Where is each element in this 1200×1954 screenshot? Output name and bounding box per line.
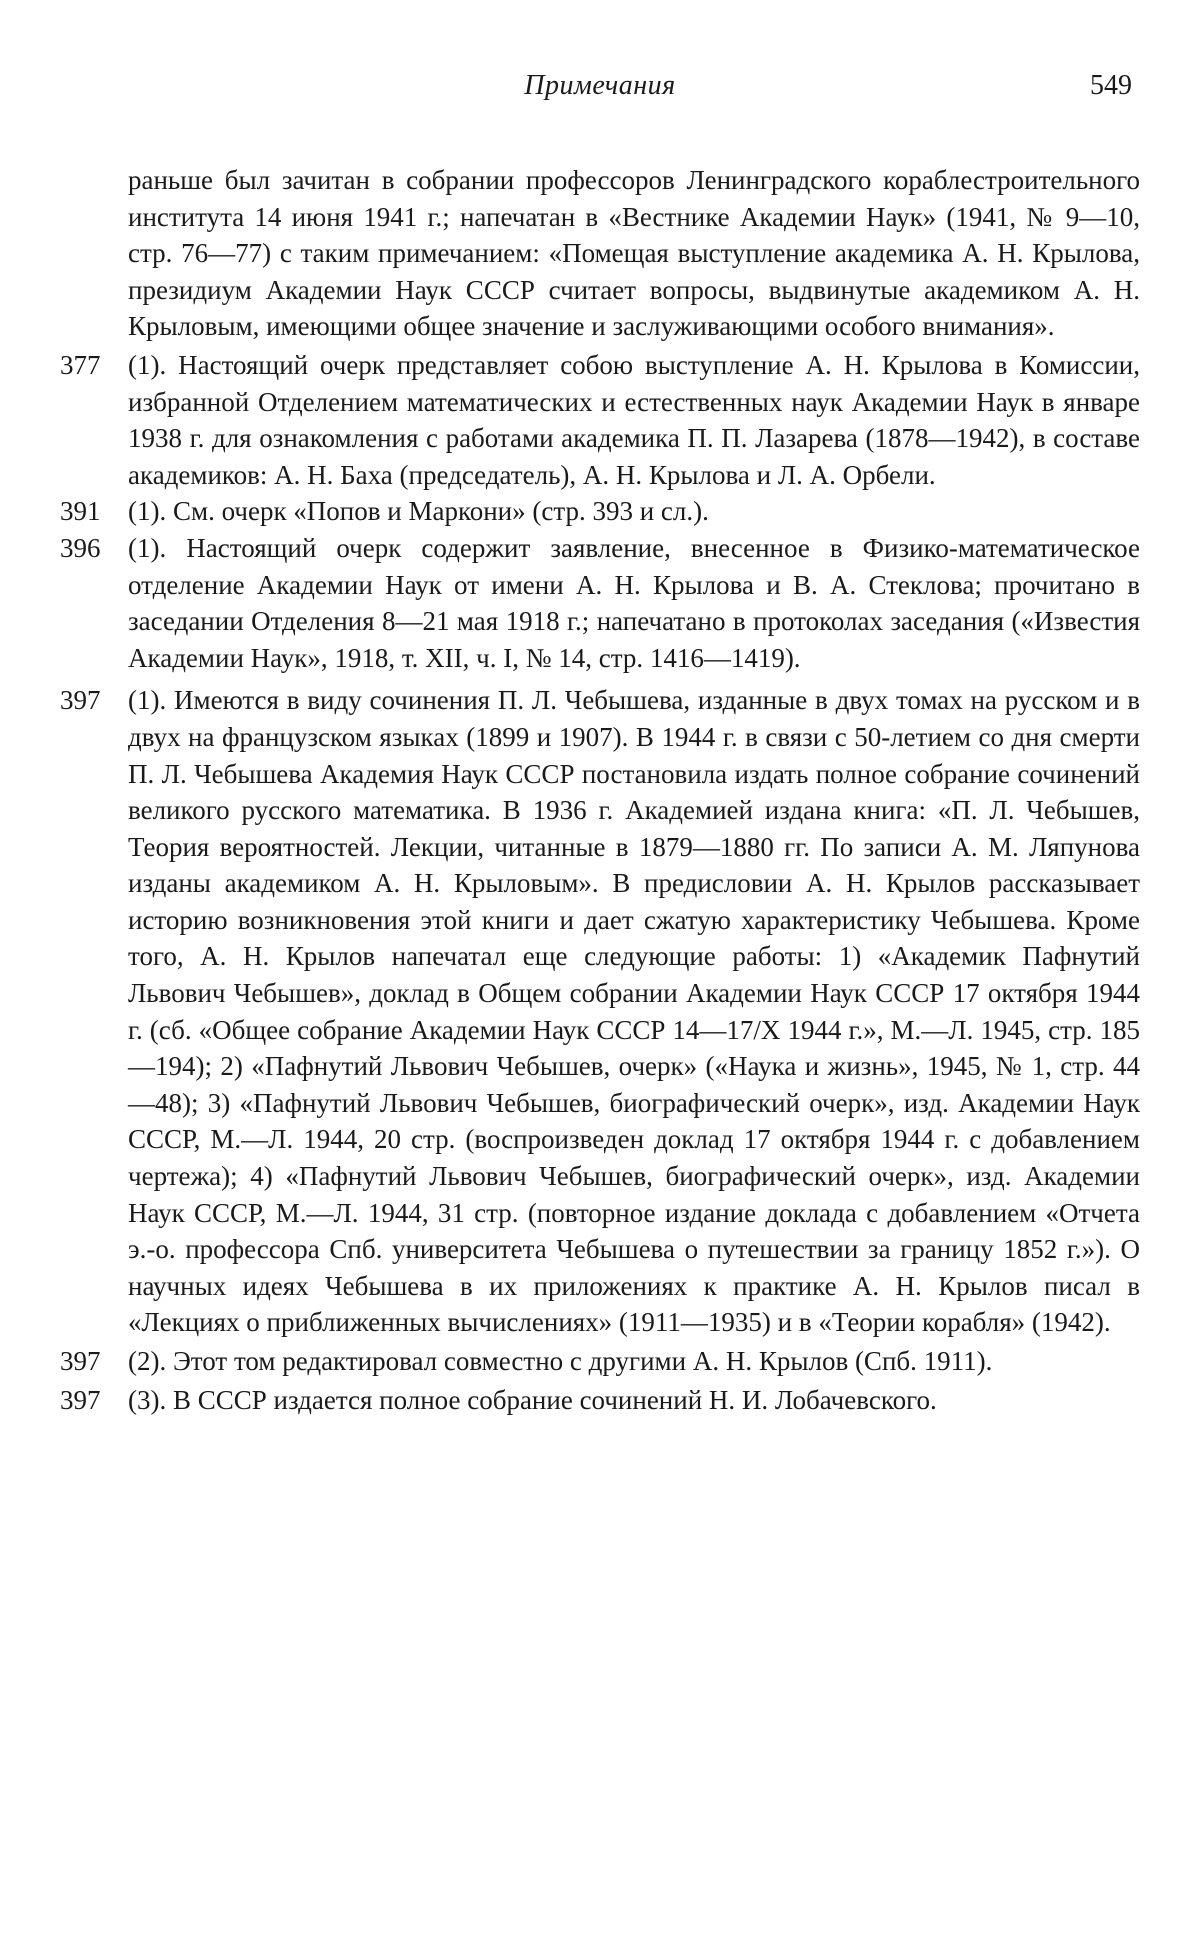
note-ref: 397 [60, 1382, 124, 1419]
note-text: (1). Настоящий очерк содержит заявление, внесенное в Физико-математическое отделение Академии Наук от имени А. Н. Крылова и В. А. Стеклова; прочитано в заседании Отделения 8—21 мая 1918 г.; напечатано в протоколах заседания («Известия Академии Наук», 1918, т. XII, ч. I, № 14, стр. 1416—1419). [128, 530, 1140, 676]
note-text: (1). Имеются в виду сочинения П. Л. Чебышева, изданные в двух томах на русском и в двух на французском языках (1899 и 1907). В 1944 г. в связи с 50-летием со дня смерти П. Л. Чебышева Академия Наук СССР постановила издать полное собрание сочинений великого русского математика. В 1936 г. Академией издана книга: «П. Л. Чебышев, Теория вероятностей. Лекции, читанные в 1879—1880 гг. По записи А. М. Ляпунова изданы академиком А. Н. Крыловым». В предисловии А. Н. Крылов рассказывает историю возникновения этой книги и дает сжатую характеристику Чебышева. Кроме того, А. Н. Крылов напечатал еще следующие работы: 1) «Академик Пафнутий Львович Чебышев», доклад в Общем собрании Академии Наук СССР 17 октября 1944 г. (сб. «Общее собрание Академии Наук СССР 14—17/X 1944 г.», М.—Л. 1945, стр. 185—194); 2) «Пафнутий Львович Чебышев, очерк» («Наука и жизнь», 1945, № 1, стр. 44—48); 3) «Пафнутий Львович Чебышев, биографический очерк», изд. Академии Наук СССР, М.—Л. 1944, 20 стр. (воспроизведен доклад 17 октября 1944 г. с добавлением чертежа); 4) «Пафнутий Львович Чебышев, биографический очерк», изд. Академии Наук СССР, М.—Л. 1944, 31 стр. (повторное издание доклада с добавлением «Отчета э.-о. профессора Спб. университета Чебышева о путешествии за границу 1852 г.»). О научных идеях Чебышева в их приложениях к практике А. Н. Крылов писал в «Лекциях о приближенных вычислениях» (1911—1935) и в «Теории корабля» (1942). [128, 682, 1140, 1341]
page-number: 549 [1090, 70, 1132, 102]
page-header [60, 70, 1140, 110]
note-397-3 [60, 1382, 1140, 1419]
note-ref: 391 [60, 493, 124, 530]
note-397-2 [60, 1343, 1140, 1380]
note-396-1 [60, 530, 1140, 676]
note-text: (1). См. очерк «Попов и Маркони» (стр. 393 и сл.). [128, 493, 1140, 530]
note-text: раньше был зачитан в собрании профессоров Ленинградского кораблестроительного института 14 июня 1941 г.; напечатан в «Вестнике Академии Наук» (1941, № 9—10, стр. 76—77) с таким примечанием: «Помещая выступление академика А. Н. Крылова, президиум Академии Наук СССР считает вопросы, выдвинутые академиком А. Н. Крыловым, имеющими общее значение и заслуживающими особого внимания». [128, 162, 1140, 345]
note-text: (2). Этот том редактировал совместно с другими А. Н. Крылов (Спб. 1911). [128, 1343, 1140, 1380]
note-ref: 397 [60, 1343, 124, 1380]
note-text: (1). Настоящий очерк представляет собою выступление А. Н. Крылова в Комиссии, избранной Отделением математических и естественных наук Академии Наук в январе 1938 г. для ознакомления с работами академика П. П. Лазарева (1878—1942), в составе академиков: А. Н. Баха (председатель), А. Н. Крылова и Л. А. Орбели. [128, 347, 1140, 493]
note-text: (3). В СССР издается полное собрание сочинений Н. И. Лобачевского. [128, 1382, 1140, 1419]
note-391-1 [60, 493, 1140, 530]
note-continuation [60, 162, 1140, 345]
document-page [0, 0, 1200, 1954]
note-ref: 396 [60, 530, 124, 567]
note-377-1 [60, 347, 1140, 493]
note-397-1 [60, 682, 1140, 1341]
note-ref: 397 [60, 682, 124, 719]
note-ref: 377 [60, 347, 124, 384]
notes-list [60, 162, 1140, 1418]
running-title: Примечания [60, 70, 1140, 102]
